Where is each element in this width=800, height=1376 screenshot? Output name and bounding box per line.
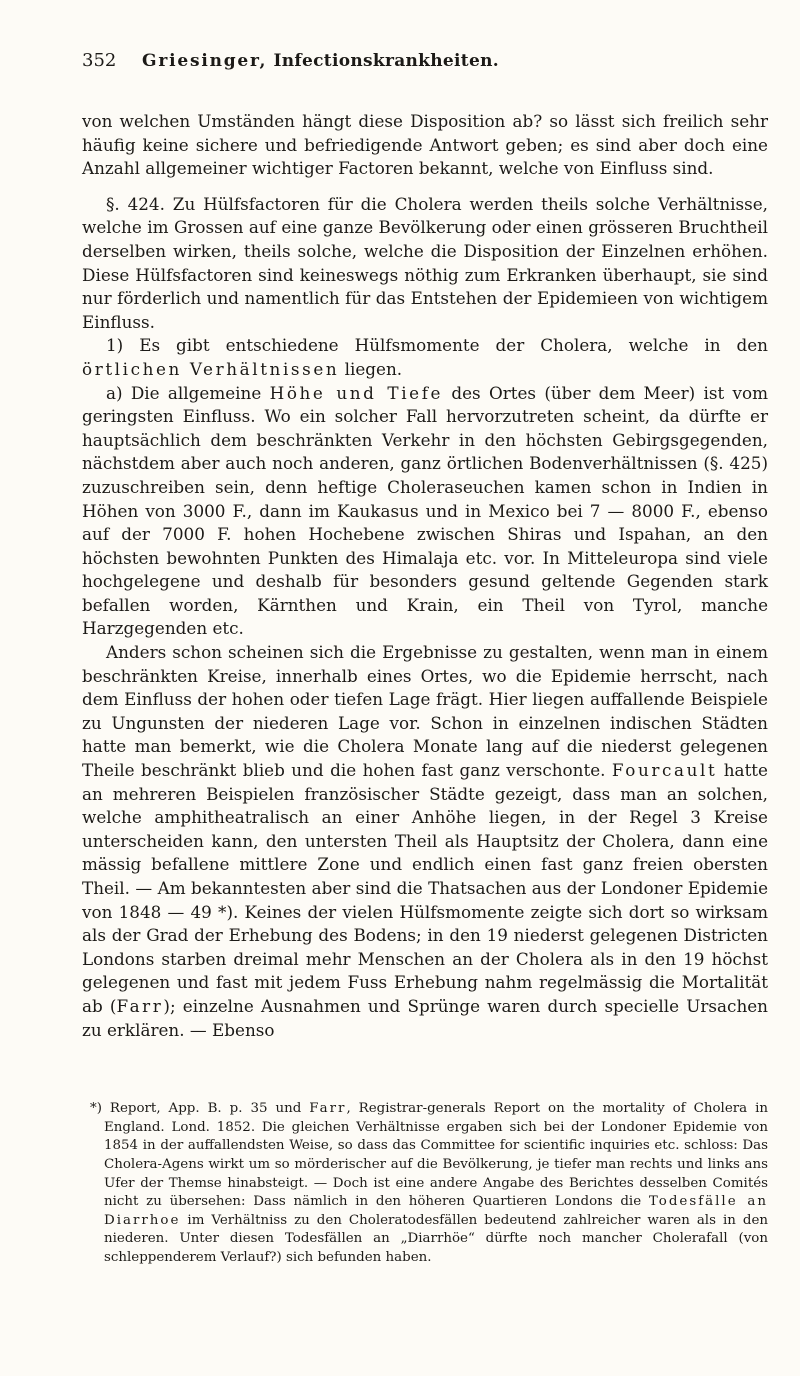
- p3-text-pre: 1) Es gibt entschiedene Hülfsmomente der Cholera, welche in den: [106, 335, 768, 356]
- p5-emphasis-farr: Farr: [116, 995, 164, 1016]
- page-number: 352: [82, 50, 117, 71]
- p3-text-post: liegen.: [339, 358, 403, 379]
- footnote-1: [82, 1100, 768, 1267]
- paragraph-london-epidemic: [82, 641, 768, 1042]
- p5-text-post: ); einzelne Ausnahmen und Sprünge waren durch specielle Ursachen zu erklären. — Ebenso: [82, 995, 768, 1040]
- footnote-emphasis-farr: Farr: [309, 1101, 347, 1117]
- footnote-text-pre: *) Report, App. B. p. 35 und: [90, 1101, 310, 1117]
- p3-emphasis: örtlichen Verhältnissen: [82, 358, 340, 379]
- running-title-subject: Infectionskrankheiten.: [273, 51, 499, 71]
- running-header: [82, 50, 768, 80]
- footnote-text-post: im Verhältniss zu den Choleratodesfällen bedeutend zahlreicher waren als in den niederen. Unter diesen Todesfällen an „Diarrhöe“ dürfte noch mancher Cholerafall (von schleppenderem Verlauf?) sich befunden haben.: [104, 1212, 768, 1265]
- paragraph-section-424: §. 424. Zu Hülfsfactoren für die Cholera werden theils solche Verhältnisse, welche im Grossen auf eine ganze Bevölkerung oder einen grösseren Bruchtheil derselben wirken, theils solche, welche die Disposition der Einzelnen erhöhen. Diese Hülfsfactoren sind keineswegs nöthig zum Erkranken überhaupt, sie sind nur förderlich und namentlich für das Entstehen der Epidemieen von wichtigem Einfluss.: [82, 193, 768, 332]
- p4-text-post: des Ortes (über dem Meer) ist vom geringsten Einfluss. Wo ein solcher Fall hervorzutreten scheint, da dürfte er hauptsächlich dem beschränkten Verkehr in den höchsten Gebirgsgegenden, nächstdem aber auch noch anderen, ganz örtlichen Bodenverhältnissen (§. 425) zuzuschreiben sein, denn heftige Choleraseuchen kamen schon in Indien in Höhen von 3000 F., dann im Kaukasus und in Mexico bei 7 — 8000 F., ebenso auf der 7000 F. hohen Hochebene zwischen Shiras und Ispahan, an den höchsten bewohnten Punkten des Himalaja etc. vor. In Mitteleuropa sind viele hochgelegene und deshalb für besonders gesund geltende Gegenden stark befallen worden, Kärnthen und Krain, ein Theil von Tyrol, manche Harzgegenden etc.: [82, 382, 768, 639]
- p5-text-pre: Anders schon scheinen sich die Ergebnisse zu gestalten, wenn man in einem beschränkten Kreise, innerhalb eines Ortes, wo die Epidemie herrscht, nach dem Einfluss der hohen oder tiefen Lage frägt. Hier liegen auffallende Beispiele zu Ungunsten der niederen Lage vor. Schon in einzelnen indischen Städten hatte man bemerkt, wie die Cholera Monate lang auf die niederst gelegenen Theile beschränkt blieb und die hohen fast ganz verschonte.: [82, 642, 768, 781]
- paragraph-point-1: [82, 334, 768, 381]
- footnote-emphasis-diarrhoe: Todesfälle an Diarrhoe: [104, 1194, 768, 1228]
- paragraph-point-a: [82, 382, 768, 642]
- footnote-text-mid: , Registrar-generals Report on the mortality of Cholera in England. Lond. 1852. Die gleichen Verhältnisse ergaben sich bei der Londoner Epidemie von 1854 in der auffallendsten Weise, so dass das Committee for scientific inquiries etc. schloss: Das Cholera-Agens wirkt um so mörderischer auf die Bevölkerung, je tiefer man rechts und links ans Ufer der Themse hinabsteigt. — Doch ist eine andere Angabe des Berichtes desselben Comités nicht zu übersehen: Dass nämlich in den höheren Quartieren Londons die: [104, 1101, 769, 1210]
- p4-emphasis: Höhe und Tiefe: [269, 382, 444, 403]
- p5-emphasis-fourcault: Fourcault: [611, 760, 718, 781]
- p4-text-pre: a) Die allgemeine: [106, 382, 270, 403]
- footnotes: [82, 1100, 768, 1267]
- running-title: [142, 51, 499, 71]
- main-text: [82, 110, 768, 1042]
- p5-text-mid: hatte an mehreren Beispielen französischer Städte gezeigt, dass man an solchen, welche amphitheatralisch an einer Anhöhe liegen, in der Regel 3 Kreise unterscheiden kann, den untersten Theil als Hauptsitz der Cholera, dann eine mässig befallene mittlere Zone und endlich einen fast ganz freien obersten Theil. — Am bekanntesten aber sind die Thatsachen aus der Londoner Epidemie von 1848 — 49 *). Keines der vielen Hülfsmomente zeigte sich dort so wirksam als der Grad der Erhebung des Bodens; in den 19 niederst gelegenen Districten Londons starben dreimal mehr Menschen an der Cholera als in den 19 höchst gelegenen und fast mit jedem Fuss Erhebung nahm regelmässig die Mortalität ab (: [82, 760, 768, 1016]
- paragraph-continuation: von welchen Umständen hängt diese Disposition ab? so lässt sich freilich sehr häufig keine sichere und befriedigende Antwort geben; es sind aber doch eine Anzahl allgemeiner wichtiger Factoren bekannt, welche von Einfluss sind.: [82, 111, 768, 179]
- running-title-author: Griesinger,: [142, 51, 268, 71]
- book-page: [82, 50, 768, 1268]
